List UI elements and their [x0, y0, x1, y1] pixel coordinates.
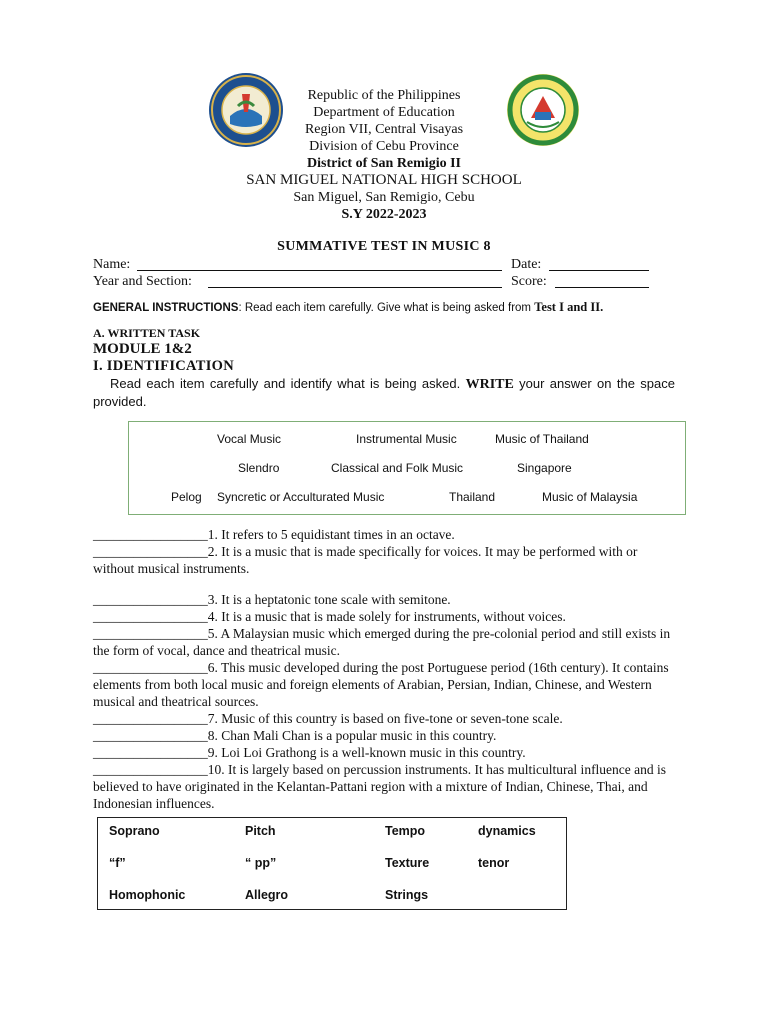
- header-region: Region VII, Central Visayas: [304, 122, 464, 137]
- header-department: Department of Education: [313, 105, 455, 120]
- terms-box: [97, 817, 567, 910]
- general-instructions-emphasis: Test I and II.: [534, 300, 604, 314]
- list-item: [93, 710, 675, 727]
- choice-item: Pelog: [171, 490, 202, 504]
- choice-item: Music of Thailand: [495, 432, 589, 446]
- instruction-emphasis: WRITE: [465, 377, 514, 392]
- list-item: [93, 543, 675, 577]
- header-division: Division of Cebu Province: [309, 139, 459, 154]
- term-item: Homophonic: [109, 888, 186, 902]
- header-republic: Republic of the Philippines: [307, 88, 461, 103]
- answer-blank[interactable]: _________________: [93, 711, 208, 726]
- answer-blank[interactable]: _________________: [93, 660, 208, 675]
- term-item: Texture: [385, 856, 430, 870]
- instruction-pre: Read each item carefully and identify what is being asked.: [110, 376, 466, 391]
- header-district: District of San Remigio II: [307, 156, 461, 171]
- list-item: [93, 625, 675, 659]
- date-label: Date:: [511, 257, 542, 272]
- test-title: SUMMATIVE TEST IN MUSIC 8: [277, 239, 491, 254]
- list-item: [93, 761, 675, 812]
- item-text: 6. This music developed during the post Portuguese period (16th century). It contains elements from both local music and foreign elements of Arabian, Persian, Indian, Chinese, and Western musical and theatrical sources.: [93, 660, 669, 709]
- term-item: Tempo: [385, 824, 426, 838]
- header-address: San Miguel, San Remigio, Cebu: [293, 190, 475, 205]
- choice-item: Vocal Music: [217, 432, 282, 446]
- item-text: 1. It refers to 5 equidistant times in an octave.: [207, 527, 455, 542]
- letterhead: [0, 87, 768, 223]
- item-text: 7. Music of this country is based on five-tone or seven-tone scale.: [207, 711, 563, 726]
- item-text: 4. It is a music that is made solely for instruments, without voices.: [207, 609, 566, 624]
- choice-item: Slendro: [238, 461, 280, 475]
- term-item: “f”: [109, 856, 126, 870]
- answer-blank[interactable]: _________________: [93, 728, 208, 743]
- section-score-row: [93, 273, 653, 290]
- spacer: [93, 577, 675, 591]
- list-item: [93, 659, 675, 710]
- choice-item: Thailand: [449, 490, 496, 504]
- item-text: 10. It is largely based on percussion instruments. It has multicultural influence and is believed to have originated in the Kelantan-Pattani region with a mixture of Indian, Chinese, Thai, and Indonesian influences.: [93, 762, 667, 811]
- list-item: [93, 744, 675, 761]
- item-text: 2. It is a music that is made specifically for voices. It may be performed with or without musical instruments.: [93, 544, 638, 576]
- choice-item: Singapore: [517, 461, 572, 475]
- answer-blank[interactable]: _________________: [93, 626, 208, 641]
- general-instructions: [93, 300, 693, 315]
- name-field[interactable]: [137, 256, 502, 271]
- term-item: Pitch: [245, 824, 276, 838]
- list-item: [93, 526, 675, 543]
- score-field[interactable]: [555, 273, 649, 288]
- name-date-row: [93, 256, 653, 273]
- choice-item: Instrumental Music: [356, 432, 457, 446]
- choices-box: [128, 421, 686, 515]
- header-school-year: S.Y 2022-2023: [341, 207, 427, 222]
- list-item: [93, 591, 675, 608]
- header-school: SAN MIGUEL NATIONAL HIGH SCHOOL: [246, 172, 522, 188]
- year-section-label: Year and Section:: [93, 274, 192, 289]
- term-item: tenor: [478, 856, 510, 870]
- identification-items: [93, 526, 675, 812]
- term-item: “ pp”: [245, 856, 277, 870]
- identification-instructions: [93, 375, 675, 410]
- module-heading: MODULE 1&2: [93, 341, 192, 357]
- list-item: [93, 727, 675, 744]
- general-instructions-text: : Read each item carefully. Give what is being asked from: [238, 302, 535, 314]
- score-label: Score:: [511, 274, 547, 289]
- answer-blank[interactable]: _________________: [93, 544, 208, 559]
- instruction-post: your answer on the space provided.: [93, 376, 675, 409]
- answer-blank[interactable]: _________________: [93, 745, 208, 760]
- item-text: 5. A Malaysian music which emerged during the pre-colonial period and still exists in the form of vocal, dance and theatrical music.: [93, 626, 671, 658]
- written-task-heading: A. WRITTEN TASK: [93, 326, 201, 340]
- date-field[interactable]: [549, 256, 649, 271]
- choice-item: Syncretic or Acculturated Music: [217, 490, 385, 504]
- item-text: 9. Loi Loi Grathong is a well-known music in this country.: [207, 745, 526, 760]
- term-item: Soprano: [109, 824, 160, 838]
- name-label: Name:: [93, 257, 131, 272]
- term-item: Allegro: [245, 888, 289, 902]
- list-item: [93, 608, 675, 625]
- year-section-field[interactable]: [208, 273, 502, 288]
- answer-blank[interactable]: _________________: [93, 527, 208, 542]
- item-text: 3. It is a heptatonic tone scale with semitone.: [207, 592, 451, 607]
- term-item: Strings: [385, 888, 429, 902]
- choice-item: Classical and Folk Music: [331, 461, 464, 475]
- term-item: dynamics: [478, 824, 536, 838]
- general-instructions-label: GENERAL INSTRUCTIONS: [93, 302, 239, 314]
- item-text: 8. Chan Mali Chan is a popular music in this country.: [207, 728, 497, 743]
- answer-blank[interactable]: _________________: [93, 609, 208, 624]
- choice-item: Music of Malaysia: [542, 490, 638, 504]
- answer-blank[interactable]: _________________: [93, 762, 208, 777]
- answer-blank[interactable]: _________________: [93, 592, 208, 607]
- identification-heading: I. IDENTIFICATION: [93, 358, 234, 374]
